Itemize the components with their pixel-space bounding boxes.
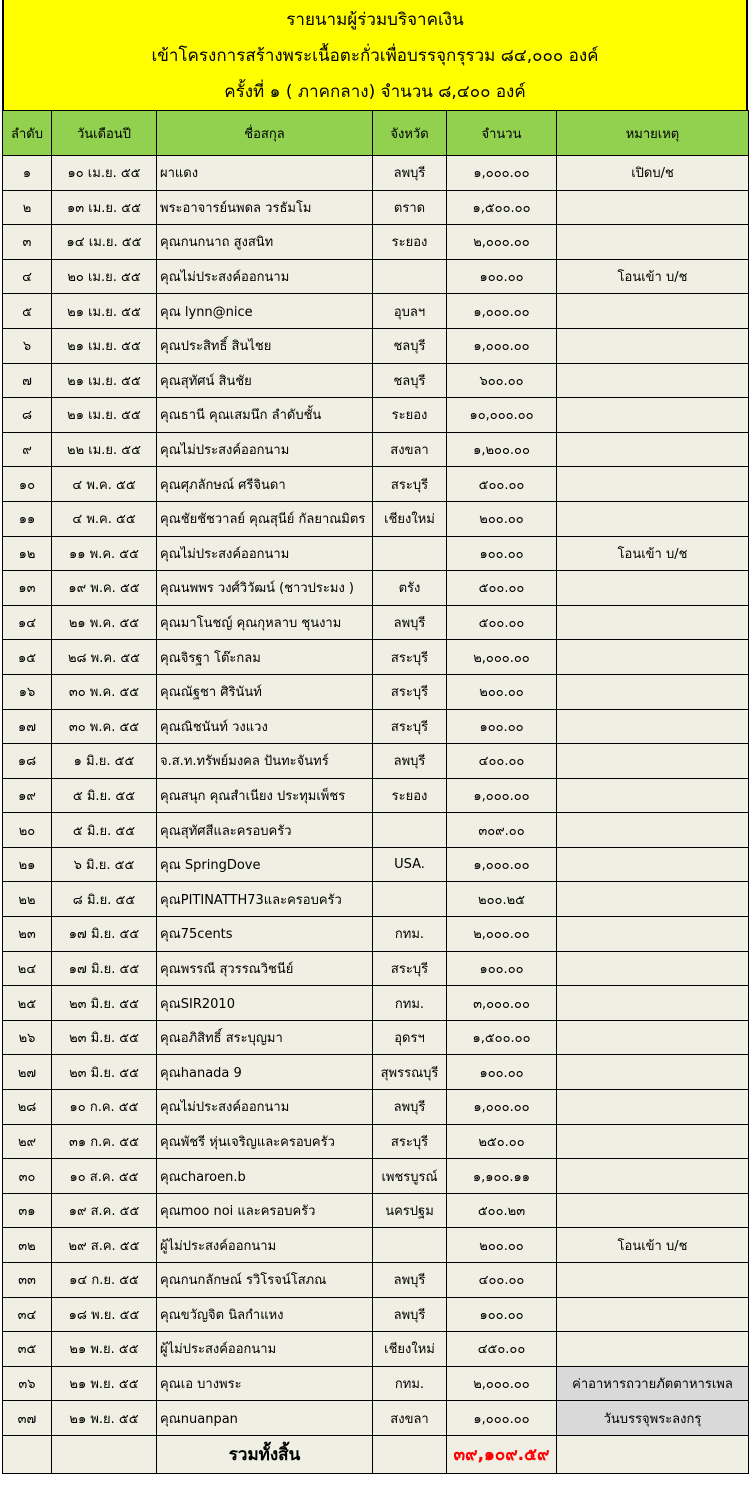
- cell-date: ๒๓ มิ.ย. ๕๕: [52, 986, 157, 1021]
- table-row: [3, 536, 749, 571]
- cell-amount: ๕๐๐.๒๓: [447, 1193, 557, 1228]
- cell-note: โอนเข้า บ/ช: [557, 259, 749, 294]
- cell-name: คุณชัยชัชวาลย์ คุณสุนีย์ กัลยาณมิตร: [157, 501, 373, 536]
- cell-name: คุณ75cents: [157, 917, 373, 952]
- cell-name: คุณไม่ประสงค์ออกนาม: [157, 536, 373, 571]
- table-row: [3, 917, 749, 952]
- donor-sheet: [2, 0, 748, 1474]
- cell-province: ระยอง: [373, 225, 447, 260]
- cell-date: ๔ พ.ค. ๕๕: [52, 501, 157, 536]
- cell-date: ๒๑ เม.ย. ๕๕: [52, 398, 157, 433]
- cell-province: กทม.: [373, 1366, 447, 1401]
- cell-note: โอนเข้า บ/ช: [557, 1228, 749, 1263]
- table-row: [3, 571, 749, 606]
- cell-province: สระบุรี: [373, 709, 447, 744]
- col-header-province: จังหวัด: [373, 111, 447, 156]
- cell-no: ๓๒: [3, 1228, 52, 1263]
- cell-no: ๗: [3, 363, 52, 398]
- cell-amount: ๔๐๐.๐๐: [447, 744, 557, 779]
- cell-note: [557, 986, 749, 1021]
- table-row: [3, 1124, 749, 1159]
- cell-note: [557, 605, 749, 640]
- cell-date: ๓๐ พ.ค. ๕๕: [52, 709, 157, 744]
- cell-province: ลพบุรี: [373, 156, 447, 191]
- table-row: [3, 328, 749, 363]
- cell-no: ๒๙: [3, 1124, 52, 1159]
- cell-amount: ๑,๕๐๐.๐๐: [447, 190, 557, 225]
- cell-name: คุณ lynn@nice: [157, 294, 373, 329]
- cell-amount: ๒๕๐.๐๐: [447, 1124, 557, 1159]
- cell-amount: ๒๐๐.๒๕: [447, 882, 557, 917]
- table-row: [3, 432, 749, 467]
- cell-date: ๑๐ ส.ค. ๕๕: [52, 1159, 157, 1194]
- cell-province: อุดรฯ: [373, 1020, 447, 1055]
- cell-no: ๓๔: [3, 1297, 52, 1332]
- cell-no: ๑๖: [3, 674, 52, 709]
- table-row: [3, 1401, 749, 1436]
- cell-no: ๒๕: [3, 986, 52, 1021]
- cell-province: ลพบุรี: [373, 1263, 447, 1298]
- col-header-date: วันเดือนปี: [52, 111, 157, 156]
- col-header-name: ชื่อสกุล: [157, 111, 373, 156]
- cell-province: ลพบุรี: [373, 605, 447, 640]
- cell-name: คุณมาโนชญ์ คุณกุหลาบ ชุนงาม: [157, 605, 373, 640]
- cell-date: ๒๓ มิ.ย. ๕๕: [52, 1020, 157, 1055]
- cell-no: ๒๓: [3, 917, 52, 952]
- cell-amount: ๑๐,๐๐๐.๐๐: [447, 398, 557, 433]
- cell-province: [373, 259, 447, 294]
- cell-name: คุณสนุก คุณสำเนียง ประทุมเพ็ชร: [157, 778, 373, 813]
- cell-note: [557, 709, 749, 744]
- cell-name: คุณอภิสิทธิ์ สระบุญมา: [157, 1020, 373, 1055]
- cell-amount: ๑,๒๐๐.๐๐: [447, 432, 557, 467]
- cell-amount: ๒,๐๐๐.๐๐: [447, 640, 557, 675]
- cell-amount: ๑,๐๐๐.๐๐: [447, 328, 557, 363]
- cell-note: [557, 1055, 749, 1090]
- cell-province: สระบุรี: [373, 1124, 447, 1159]
- cell-date: ๘ มิ.ย. ๕๕: [52, 882, 157, 917]
- cell-note: [557, 1332, 749, 1367]
- cell-no: ๒๗: [3, 1055, 52, 1090]
- cell-amount: ๔๐๐.๐๐: [447, 1263, 557, 1298]
- cell-note: [557, 1020, 749, 1055]
- cell-note: [557, 882, 749, 917]
- cell-name: คุณศุภลักษณ์ ศรีจินดา: [157, 467, 373, 502]
- cell-date: ๒๑ เม.ย. ๕๕: [52, 328, 157, 363]
- table-row: [3, 363, 749, 398]
- cell-name: ผู้ไม่ประสงค์ออกนาม: [157, 1332, 373, 1367]
- cell-name: คุณhanada 9: [157, 1055, 373, 1090]
- cell-name: คุณmoo noi และครอบครัว: [157, 1193, 373, 1228]
- cell-name: คุณ SpringDove: [157, 847, 373, 882]
- cell-date: ๒๑ พ.ย. ๕๕: [52, 1401, 157, 1436]
- cell-name: คุณcharoen.b: [157, 1159, 373, 1194]
- cell-province: ลพบุรี: [373, 1297, 447, 1332]
- cell-date: ๑๙ ส.ค. ๕๕: [52, 1193, 157, 1228]
- cell-note: [557, 328, 749, 363]
- cell-amount: ๕๐๐.๐๐: [447, 605, 557, 640]
- donor-table: [2, 110, 749, 1474]
- total-label: รวมทั้งสิ้น: [157, 1435, 373, 1473]
- cell-province: เชียงใหม่: [373, 501, 447, 536]
- table-row: [3, 467, 749, 502]
- total-value: ๓๙,๑๐๙.๕๙: [447, 1435, 557, 1473]
- cell-note: [557, 467, 749, 502]
- cell-province: ตรัง: [373, 571, 447, 606]
- cell-no: ๒๐: [3, 813, 52, 848]
- cell-note: ค่าอาหารถวายภัตตาหารเพล: [557, 1366, 749, 1401]
- col-header-note: หมายเหตุ: [557, 111, 749, 156]
- cell-amount: ๑,๐๐๐.๐๐: [447, 778, 557, 813]
- cell-note: [557, 951, 749, 986]
- cell-no: ๓๖: [3, 1366, 52, 1401]
- cell-amount: ๑๐๐.๐๐: [447, 536, 557, 571]
- cell-amount: ๓๐๙.๐๐: [447, 813, 557, 848]
- cell-amount: ๑,๕๐๐.๐๐: [447, 1020, 557, 1055]
- total-spacer: [3, 1435, 52, 1473]
- cell-province: สระบุรี: [373, 951, 447, 986]
- cell-note: [557, 674, 749, 709]
- cell-note: วันบรรจุพระลงกรุ: [557, 1401, 749, 1436]
- cell-no: ๒๔: [3, 951, 52, 986]
- col-header-no: ลำดับ: [3, 111, 52, 156]
- table-row: [3, 640, 749, 675]
- table-row: [3, 951, 749, 986]
- sheet-header: [2, 0, 748, 110]
- cell-name: คุณณิชนันท์ วงแวง: [157, 709, 373, 744]
- cell-no: ๒๘: [3, 1090, 52, 1125]
- cell-note: [557, 432, 749, 467]
- cell-name: ผู้ไม่ประสงค์ออกนาม: [157, 1228, 373, 1263]
- cell-province: สงขลา: [373, 1401, 447, 1436]
- cell-date: ๒๓ มิ.ย. ๕๕: [52, 1055, 157, 1090]
- cell-province: ลพบุรี: [373, 1090, 447, 1125]
- table-row: [3, 847, 749, 882]
- cell-date: ๒๑ พ.ย. ๕๕: [52, 1332, 157, 1367]
- cell-name: คุณกนกลักษณ์ รวิโรจน์โสภณ: [157, 1263, 373, 1298]
- cell-note: [557, 225, 749, 260]
- header-round: ครั้งที่ ๑ ( ภาคกลาง) จำนวน ๘,๔๐๐ องค์: [224, 82, 526, 102]
- cell-province: สระบุรี: [373, 674, 447, 709]
- cell-amount: ๒,๐๐๐.๐๐: [447, 225, 557, 260]
- cell-province: กทม.: [373, 917, 447, 952]
- table-row: [3, 986, 749, 1021]
- cell-date: ๑ มิ.ย. ๕๕: [52, 744, 157, 779]
- total-spacer: [373, 1435, 447, 1473]
- cell-name: คุณSIR2010: [157, 986, 373, 1021]
- cell-province: นครปฐม: [373, 1193, 447, 1228]
- cell-no: ๑๑: [3, 501, 52, 536]
- cell-no: ๓๐: [3, 1159, 52, 1194]
- cell-note: [557, 363, 749, 398]
- cell-note: [557, 190, 749, 225]
- cell-province: [373, 1228, 447, 1263]
- table-row: [3, 156, 749, 191]
- cell-province: USA.: [373, 847, 447, 882]
- cell-no: ๓๕: [3, 1332, 52, 1367]
- cell-province: ชลบุรี: [373, 328, 447, 363]
- cell-name: คุณประสิทธิ์ สินไชย: [157, 328, 373, 363]
- cell-province: ระยอง: [373, 398, 447, 433]
- cell-no: ๑๕: [3, 640, 52, 675]
- cell-name: คุณไม่ประสงค์ออกนาม: [157, 259, 373, 294]
- cell-no: ๒๖: [3, 1020, 52, 1055]
- cell-date: ๒๑ พ.ค. ๕๕: [52, 605, 157, 640]
- cell-date: ๒๑ เม.ย. ๕๕: [52, 363, 157, 398]
- cell-name: คุณไม่ประสงค์ออกนาม: [157, 1090, 373, 1125]
- cell-name: คุณเอ บางพระ: [157, 1366, 373, 1401]
- header-title: รายนามผู้ร่วมบริจาคเงิน: [286, 10, 464, 30]
- cell-no: ๙: [3, 432, 52, 467]
- cell-amount: ๔๕๐.๐๐: [447, 1332, 557, 1367]
- cell-note: [557, 294, 749, 329]
- cell-date: ๑๐ เม.ย. ๕๕: [52, 156, 157, 191]
- cell-no: ๖: [3, 328, 52, 363]
- cell-date: ๑๑ พ.ค. ๕๕: [52, 536, 157, 571]
- cell-name: คุณพัชรี หุ่นเจริญและครอบครัว: [157, 1124, 373, 1159]
- cell-no: ๑๗: [3, 709, 52, 744]
- cell-note: [557, 813, 749, 848]
- header-project: เข้าโครงการสร้างพระเนื้อตะกั่วเพื่อบรรจุกรุรวม ๘๔,๐๐๐ องค์: [151, 46, 599, 66]
- cell-date: ๑๙ พ.ค. ๕๕: [52, 571, 157, 606]
- cell-no: ๑๘: [3, 744, 52, 779]
- cell-name: คุณสุทัศน์ สินชัย: [157, 363, 373, 398]
- table-row: [3, 882, 749, 917]
- cell-name: คุณนพพร วงศ์วิวัฒน์ (ชาวประมง ): [157, 571, 373, 606]
- cell-amount: ๒,๐๐๐.๐๐: [447, 917, 557, 952]
- cell-no: ๒๒: [3, 882, 52, 917]
- table-row: [3, 1193, 749, 1228]
- table-row: [3, 813, 749, 848]
- cell-note: [557, 571, 749, 606]
- table-row: [3, 1159, 749, 1194]
- cell-province: กทม.: [373, 986, 447, 1021]
- cell-province: สุพรรณบุรี: [373, 1055, 447, 1090]
- cell-province: สระบุรี: [373, 467, 447, 502]
- cell-province: สงขลา: [373, 432, 447, 467]
- table-row: [3, 1263, 749, 1298]
- cell-note: [557, 1124, 749, 1159]
- table-row: [3, 501, 749, 536]
- cell-date: ๑๓ เม.ย. ๕๕: [52, 190, 157, 225]
- cell-name: คุณnuanpan: [157, 1401, 373, 1436]
- cell-name: คุณธานี คุณเสมนึก ลำดับชั้น: [157, 398, 373, 433]
- cell-amount: ๑,๐๐๐.๐๐: [447, 1401, 557, 1436]
- cell-date: ๖ มิ.ย. ๕๕: [52, 847, 157, 882]
- cell-date: ๒๙ ส.ค. ๕๕: [52, 1228, 157, 1263]
- cell-province: ตราด: [373, 190, 447, 225]
- cell-date: ๔ พ.ค. ๕๕: [52, 467, 157, 502]
- cell-province: [373, 536, 447, 571]
- cell-no: ๘: [3, 398, 52, 433]
- table-row: [3, 744, 749, 779]
- cell-date: ๓๐ พ.ค. ๕๕: [52, 674, 157, 709]
- cell-note: [557, 778, 749, 813]
- cell-amount: ๑๐๐.๐๐: [447, 951, 557, 986]
- cell-note: [557, 640, 749, 675]
- cell-date: ๑๘ พ.ย. ๕๕: [52, 1297, 157, 1332]
- cell-date: ๒๐ เม.ย. ๕๕: [52, 259, 157, 294]
- cell-name: คุณขวัญจิต นิลกำแหง: [157, 1297, 373, 1332]
- table-row: [3, 1090, 749, 1125]
- cell-name: คุณไม่ประสงค์ออกนาม: [157, 432, 373, 467]
- cell-date: ๕ มิ.ย. ๕๕: [52, 813, 157, 848]
- cell-note: [557, 1263, 749, 1298]
- cell-date: ๑๗ มิ.ย. ๕๕: [52, 917, 157, 952]
- total-spacer: [52, 1435, 157, 1473]
- cell-amount: ๑,๐๐๐.๐๐: [447, 1090, 557, 1125]
- table-row: [3, 778, 749, 813]
- table-row: [3, 709, 749, 744]
- table-row: [3, 1332, 749, 1367]
- cell-province: อุบลฯ: [373, 294, 447, 329]
- table-row: [3, 1228, 749, 1263]
- cell-date: ๑๔ เม.ย. ๕๕: [52, 225, 157, 260]
- cell-amount: ๑,๐๐๐.๐๐: [447, 847, 557, 882]
- cell-no: ๒๑: [3, 847, 52, 882]
- cell-no: ๔: [3, 259, 52, 294]
- cell-amount: ๖๐๐.๐๐: [447, 363, 557, 398]
- col-header-amount: จำนวน: [447, 111, 557, 156]
- cell-note: [557, 398, 749, 433]
- cell-name: คุณPITINATTH73และครอบครัว: [157, 882, 373, 917]
- table-row: [3, 1055, 749, 1090]
- cell-amount: ๒๐๐.๐๐: [447, 674, 557, 709]
- cell-amount: ๕๐๐.๐๐: [447, 467, 557, 502]
- cell-no: ๓๗: [3, 1401, 52, 1436]
- cell-name: พระอาจารย์นพดล วรธัมโม: [157, 190, 373, 225]
- cell-note: [557, 1297, 749, 1332]
- cell-name: คุณจิรฐา โต๊ะกลม: [157, 640, 373, 675]
- cell-date: ๒๘ พ.ค. ๕๕: [52, 640, 157, 675]
- cell-date: ๑๐ ก.ค. ๕๕: [52, 1090, 157, 1125]
- cell-province: สระบุรี: [373, 640, 447, 675]
- cell-province: [373, 882, 447, 917]
- cell-province: เชียงใหม่: [373, 1332, 447, 1367]
- cell-date: ๕ มิ.ย. ๕๕: [52, 778, 157, 813]
- total-row: [3, 1435, 749, 1473]
- table-row: [3, 674, 749, 709]
- table-row: [3, 190, 749, 225]
- cell-note: [557, 917, 749, 952]
- cell-no: ๓๑: [3, 1193, 52, 1228]
- cell-province: ระยอง: [373, 778, 447, 813]
- cell-no: ๕: [3, 294, 52, 329]
- cell-no: ๑๔: [3, 605, 52, 640]
- cell-note: [557, 847, 749, 882]
- cell-amount: ๑,๐๐๐.๐๐: [447, 294, 557, 329]
- cell-amount: ๒,๐๐๐.๐๐: [447, 1366, 557, 1401]
- cell-note: [557, 1090, 749, 1125]
- table-row: [3, 259, 749, 294]
- cell-note: [557, 1193, 749, 1228]
- cell-date: ๒๒ เม.ย. ๕๕: [52, 432, 157, 467]
- table-row: [3, 225, 749, 260]
- cell-no: ๑: [3, 156, 52, 191]
- cell-amount: ๑๐๐.๐๐: [447, 709, 557, 744]
- table-row: [3, 605, 749, 640]
- cell-amount: ๑๐๐.๐๐: [447, 259, 557, 294]
- cell-province: ลพบุรี: [373, 744, 447, 779]
- cell-amount: ๑,๑๐๐.๑๑: [447, 1159, 557, 1194]
- cell-name: คุณกนกนาถ สูงสนิท: [157, 225, 373, 260]
- cell-name: ผาแดง: [157, 156, 373, 191]
- cell-note: เปิดบ/ช: [557, 156, 749, 191]
- cell-amount: ๑๐๐.๐๐: [447, 1055, 557, 1090]
- cell-date: ๒๑ เม.ย. ๕๕: [52, 294, 157, 329]
- cell-no: ๓๓: [3, 1263, 52, 1298]
- cell-amount: ๓,๐๐๐.๐๐: [447, 986, 557, 1021]
- cell-amount: ๕๐๐.๐๐: [447, 571, 557, 606]
- total-spacer: [557, 1435, 749, 1473]
- cell-amount: ๒๐๐.๐๐: [447, 501, 557, 536]
- cell-date: ๒๑ พ.ย. ๕๕: [52, 1366, 157, 1401]
- cell-no: ๑๒: [3, 536, 52, 571]
- cell-name: คุณพรรณี สุวรรณวิชนีย์: [157, 951, 373, 986]
- cell-province: ชลบุรี: [373, 363, 447, 398]
- cell-amount: ๒๐๐.๐๐: [447, 1228, 557, 1263]
- cell-note: [557, 501, 749, 536]
- cell-no: ๓: [3, 225, 52, 260]
- table-row: [3, 1366, 749, 1401]
- table-row: [3, 294, 749, 329]
- table-row: [3, 398, 749, 433]
- cell-date: ๑๗ มิ.ย. ๕๕: [52, 951, 157, 986]
- cell-date: ๑๔ ก.ย. ๕๕: [52, 1263, 157, 1298]
- table-row: [3, 1020, 749, 1055]
- cell-no: ๒: [3, 190, 52, 225]
- cell-province: เพชรบูรณ์: [373, 1159, 447, 1194]
- cell-amount: ๑,๐๐๐.๐๐: [447, 156, 557, 191]
- cell-amount: ๑๐๐.๐๐: [447, 1297, 557, 1332]
- cell-name: คุณสุทัศสีและครอบครัว: [157, 813, 373, 848]
- cell-name: คุณณัฐชา ศิรินันท์: [157, 674, 373, 709]
- cell-no: ๑๓: [3, 571, 52, 606]
- cell-name: จ.ส.ท.ทรัพย์มงคล ปันทะจันทร์: [157, 744, 373, 779]
- cell-date: ๓๑ ก.ค. ๕๕: [52, 1124, 157, 1159]
- cell-note: [557, 744, 749, 779]
- cell-no: ๑๙: [3, 778, 52, 813]
- cell-note: โอนเข้า บ/ช: [557, 536, 749, 571]
- cell-note: [557, 1159, 749, 1194]
- cell-province: [373, 813, 447, 848]
- cell-no: ๑๐: [3, 467, 52, 502]
- table-header-row: [3, 111, 749, 156]
- table-row: [3, 1297, 749, 1332]
